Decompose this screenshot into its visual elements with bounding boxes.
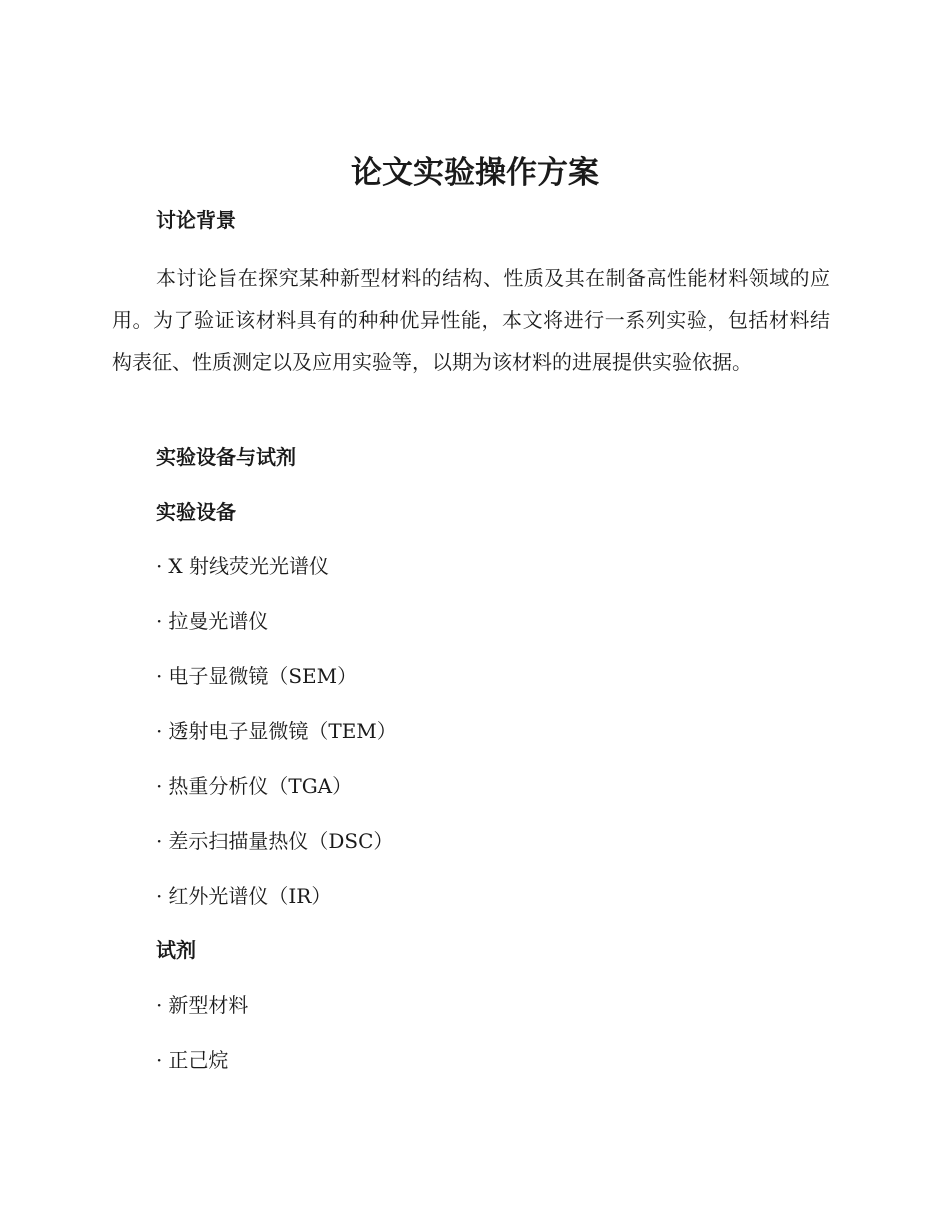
equipment-item-label: X 射线荧光光谱仪: [168, 554, 329, 578]
bullet-icon: ·: [156, 609, 163, 633]
list-item: [156, 552, 329, 580]
document-title: 论文实验操作方案: [351, 155, 599, 191]
subsection-heading-equipment: 实验设备: [156, 500, 236, 524]
equipment-item-label: 红外光谱仪（IR）: [168, 884, 332, 908]
reagent-item-label: 正己烷: [168, 1048, 229, 1072]
equipment-item-label: 差示扫描量热仪（DSC）: [168, 829, 394, 853]
background-paragraph: 本讨论旨在探究某种新型材料的结构、性质及其在制备高性能材料领域的应用。为了验证该材料具有的种种优异性能，本文将进行一系列实验，包括材料结构表征、性质测定以及应用实验等，以期为该材料的进展提供实验依据。: [112, 266, 830, 374]
list-item: [156, 991, 248, 1019]
list-item: [156, 717, 397, 745]
bullet-icon: ·: [156, 719, 163, 743]
list-item: [156, 662, 357, 690]
reagent-item-label: 新型材料: [168, 993, 249, 1017]
list-item: [156, 827, 393, 855]
bullet-icon: ·: [156, 1048, 163, 1072]
bullet-icon: ·: [156, 884, 163, 908]
subsection-heading-reagents: 试剂: [156, 938, 196, 962]
bullet-icon: ·: [156, 829, 163, 853]
list-item: [156, 607, 268, 635]
bullet-icon: ·: [156, 554, 163, 578]
list-item: [156, 772, 352, 800]
list-item: [156, 882, 331, 910]
equipment-item-label: 拉曼光谱仪: [168, 609, 269, 633]
bullet-icon: ·: [156, 993, 163, 1017]
bullet-icon: ·: [156, 664, 163, 688]
equipment-item-label: 热重分析仪（TGA）: [168, 774, 353, 798]
list-item: [156, 1046, 228, 1074]
bullet-icon: ·: [156, 774, 163, 798]
equipment-item-label: 透射电子显微镜（TEM）: [168, 719, 397, 743]
equipment-item-label: 电子显微镜（SEM）: [168, 664, 358, 688]
section-heading-equipment-and-reagents: 实验设备与试剂: [156, 445, 296, 469]
section-heading-background: 讨论背景: [156, 208, 236, 232]
